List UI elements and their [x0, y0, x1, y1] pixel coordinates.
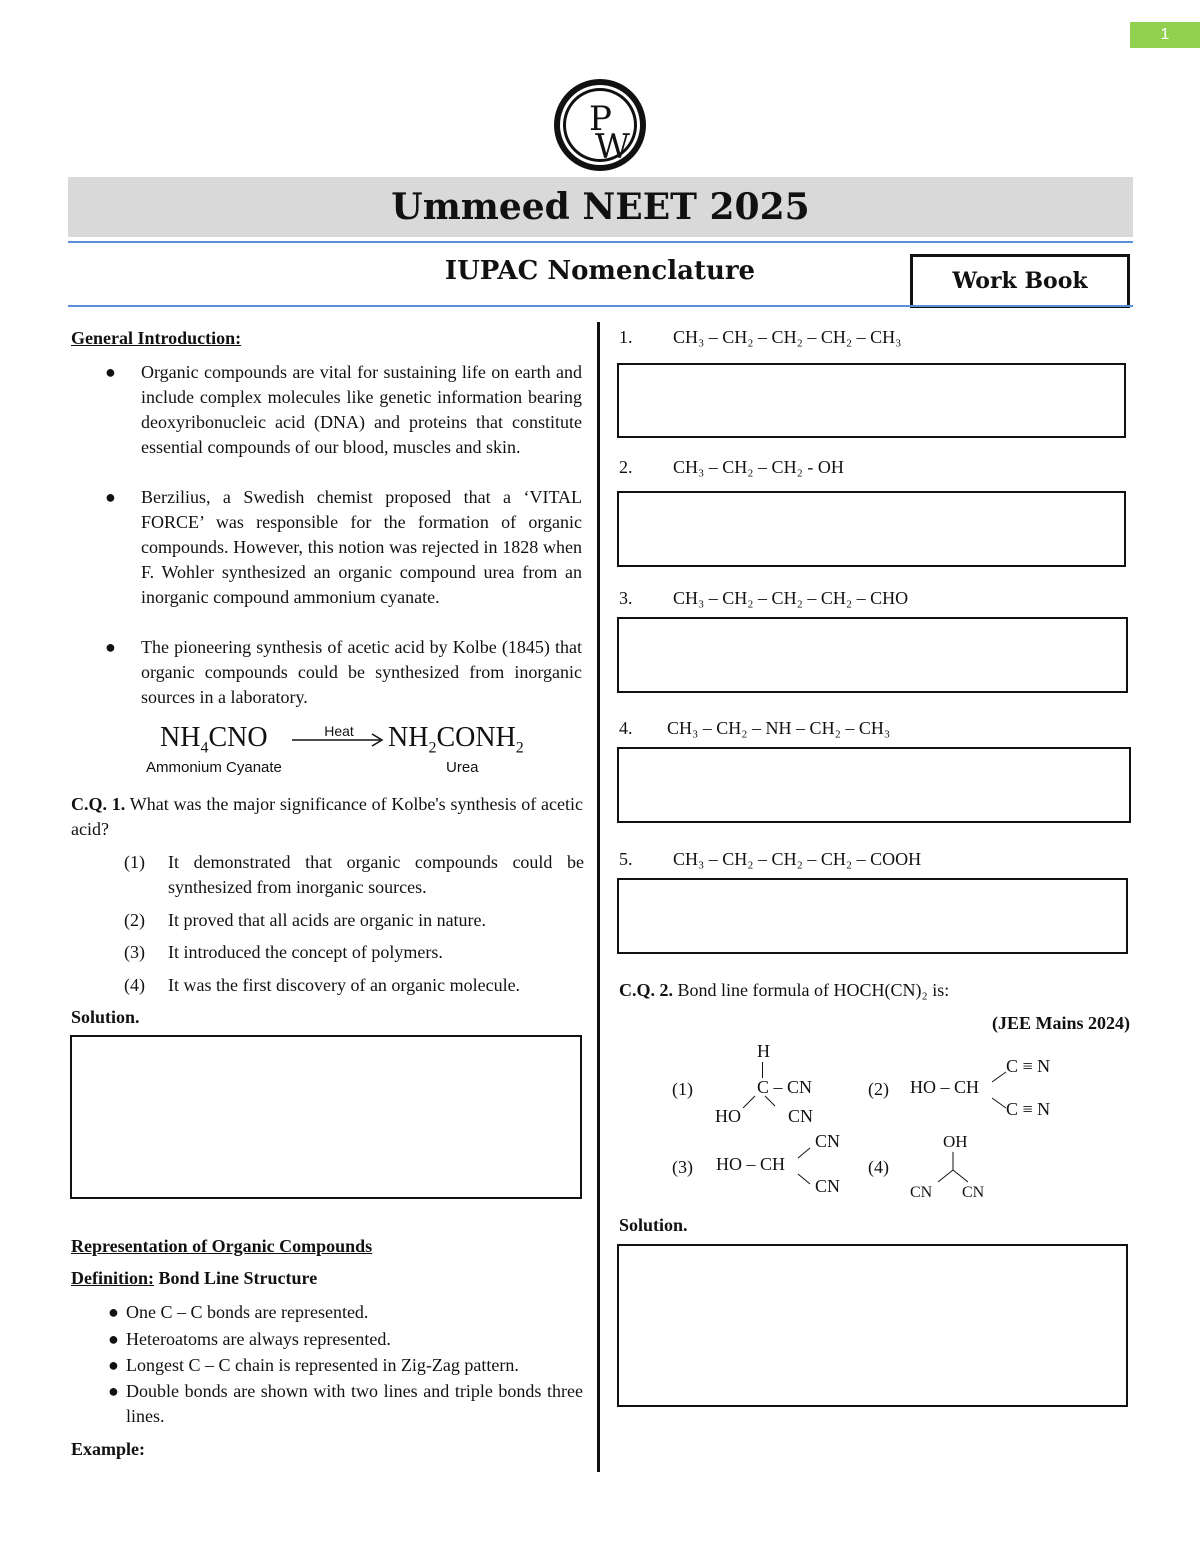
cq1-option-1: (1) It demonstrated that organic compounds could be synthesized from inorganic sources. [124, 852, 584, 897]
reaction-product: $NH_2CONH_2$ [388, 722, 524, 757]
q1-answer-box[interactable] [617, 363, 1126, 438]
cq2-source: (JEE Mains 2024) [991, 1013, 1130, 1033]
intro-bullet-1: ● Organic compounds are vital for sustaining life on earth and include complex molecules like genetic information bearing deoxyribonucleic acid (DNA) and proteins that constitute essential compounds of our blood, muscles and skin. [105, 362, 582, 457]
s1-bond-vertical [762, 1062, 763, 1078]
q5-number: 5. [619, 849, 633, 869]
s4-oh: OH [943, 1132, 968, 1151]
s2-ho: HO – CH [910, 1077, 980, 1097]
example-label: Example: [71, 1439, 145, 1459]
pw-logo [553, 78, 647, 172]
column-divider [597, 322, 600, 1472]
cq1-solution-label: Solution. [71, 1007, 140, 1027]
rep-bullet-4: ● Double bonds are shown with two lines and triple bonds three lines. [108, 1381, 583, 1426]
product-name: Urea [446, 759, 479, 776]
q4-number: 4. [619, 718, 633, 738]
bullet-icon: ● [108, 1381, 119, 1401]
cq1-question: C.Q. 1. What was the major significance of Kolbe's synthesis of acetic acid? [71, 794, 583, 839]
bullet-icon: ● [108, 1329, 119, 1349]
s1-c: C – CN [757, 1077, 813, 1097]
q4-formula: CH₃ – CH₂ – NH – CH₂ – CH₃ [667, 718, 891, 738]
q1-formula: CH₃ – CH₂ – CH₂ – CH₂ – CH₃ [673, 327, 902, 347]
cq2-question: C.Q. 2. Bond line formula of HOCH(CN)₂ is: [619, 980, 950, 1000]
intro-bullet-2: ● Berzilius, a Swedish chemist proposed that a ‘VITAL FORCE’ was responsible for the formation of organic compounds. However, this notion was rejected in 1828 when F. Wohler synthesized an organic compound urea from an inorganic compound ammonium cyanate. [105, 487, 582, 607]
bullet-icon: ● [105, 362, 116, 382]
cq1-option-3: (3) It introduced the concept of polymers. [124, 942, 443, 962]
rep-bullet-2: ● Heteroatoms are always represented. [108, 1327, 588, 1352]
q3-formula: CH₃ – CH₂ – CH₂ – CH₂ – CHO [673, 588, 909, 608]
header-rule-bottom [68, 305, 1133, 307]
s1-ho: HO [715, 1106, 741, 1126]
q3-answer-box[interactable] [617, 617, 1128, 693]
cq2-opt1-label: (1) [672, 1079, 693, 1099]
s1-h: H [757, 1041, 770, 1061]
representation-heading: Representation of Organic Compounds [71, 1236, 373, 1256]
q3-number: 3. [619, 588, 633, 608]
bullet-icon: ● [105, 637, 116, 657]
page-number-badge: 1 [1130, 22, 1200, 48]
s2-cn2: C ≡ N [1006, 1099, 1051, 1119]
q5-formula: CH₃ – CH₂ – CH₂ – CH₂ – COOH [673, 849, 922, 869]
definition-line: Definition: Bond Line Structure [71, 1268, 318, 1288]
reactant-name: Ammonium Cyanate [146, 759, 282, 776]
cq2-opt3-label: (3) [672, 1157, 693, 1177]
cq2-solution-box[interactable] [617, 1244, 1128, 1407]
rep-bullet-1: ● One C – C bonds are represented. [108, 1300, 588, 1325]
rep-bullet-3: ● Longest C – C chain is represented in Zig-Zag pattern. [108, 1353, 588, 1378]
q5-answer-box[interactable] [617, 878, 1128, 954]
cq1-solution-box[interactable] [70, 1035, 582, 1199]
s1-cn: CN [788, 1106, 814, 1126]
q2-answer-box[interactable] [617, 491, 1126, 567]
intro-bullet-3: ● The pioneering synthesis of acetic acid by Kolbe (1845) that organic compounds could be synthesized from inorganic sources in a laboratory. [105, 637, 582, 707]
q2-number: 2. [619, 457, 633, 477]
s1-bond-diagonals [737, 1094, 777, 1119]
q2-formula: CH₃ – CH₂ – CH₂ - OH [673, 457, 844, 477]
document-title: Ummeed NEET 2025 [68, 177, 1133, 237]
s3-cn1: CN [815, 1131, 841, 1151]
intro-heading: General Introduction: [71, 328, 242, 348]
reaction-reactant: $NH_4CNO$ [160, 722, 268, 757]
cq1-option-4: (4) It was the first discovery of an organic molecule. [124, 975, 521, 995]
s2-cn1: C ≡ N [1006, 1056, 1051, 1076]
s3-cn2: CN [815, 1176, 841, 1196]
bullet-icon: ● [105, 487, 116, 507]
s3-bond-diagonals [794, 1144, 816, 1193]
s4-cn2: CN [962, 1184, 985, 1201]
q1-number: 1. [619, 327, 633, 347]
cq2-solution-label: Solution. [619, 1215, 688, 1235]
reaction-arrow-icon [292, 730, 388, 755]
s4-cn1: CN [910, 1184, 933, 1201]
reaction-arrow-label: Heat [324, 723, 354, 739]
svg-text:P: P [589, 99, 612, 139]
chapter-title: IUPAC Nomenclature [444, 256, 756, 286]
bullet-icon: ● [108, 1302, 119, 1322]
svg-text:W: W [595, 127, 630, 167]
workbook-badge: Work Book [910, 254, 1130, 308]
cq1-option-2: (2) It proved that all acids are organic in nature. [124, 910, 487, 930]
s3-ho: HO – CH [716, 1154, 786, 1174]
bullet-icon: ● [108, 1355, 119, 1375]
q4-answer-box[interactable] [617, 747, 1131, 823]
cq2-opt4-label: (4) [868, 1157, 889, 1177]
cq2-opt2-label: (2) [868, 1079, 889, 1099]
header-rule-top [68, 241, 1133, 243]
